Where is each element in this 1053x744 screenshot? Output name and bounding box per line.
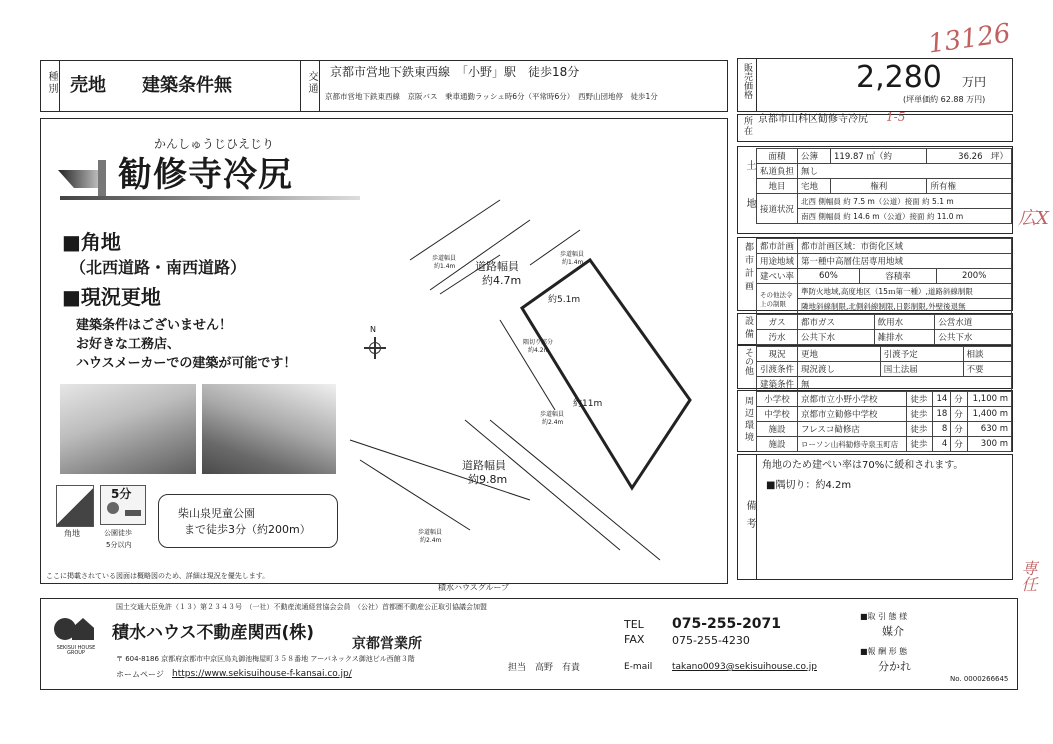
price-label: 販売価格 xyxy=(742,63,752,99)
env-row xyxy=(757,407,1012,422)
zone-value: 第一種中高層住居専用地域 xyxy=(798,254,1012,269)
env-place: 京都市立勧修中学校 xyxy=(798,407,907,422)
road-label-1: 道路幅員 xyxy=(475,260,519,273)
env-row xyxy=(757,437,1012,452)
zone-label: 用途地域 xyxy=(757,254,798,269)
document-number: No. 0000266645 xyxy=(950,675,1009,683)
compass-icon xyxy=(364,337,386,359)
handwritten-note-2: 専任 xyxy=(1019,560,1038,592)
site-map xyxy=(340,190,720,580)
corner-lot-icon xyxy=(56,485,94,527)
park-text-2: まで徒歩3分（約200m） xyxy=(184,523,311,536)
site-photo-2 xyxy=(202,384,336,474)
remarks-label: 備考 xyxy=(744,500,755,536)
park-icon xyxy=(100,485,146,525)
plan-row-value: 都市計画区域：市街化区域 xyxy=(798,239,1012,254)
build-cond-label: 建築条件 xyxy=(757,377,798,392)
env-min: 14 xyxy=(932,392,951,407)
remarks-block xyxy=(737,454,1013,580)
site-photo-1 xyxy=(60,384,196,474)
road-width-2: 約9.8m xyxy=(468,473,508,486)
email-label: E-mail xyxy=(624,662,653,672)
rights-label: 権利 xyxy=(831,179,927,194)
area-type: 公簿 xyxy=(798,149,831,164)
env-min: 18 xyxy=(932,407,951,422)
email-link[interactable]: takano0093@sekisuihouse.co.jp xyxy=(672,662,817,672)
park-text-1: 柴山泉児童公園 xyxy=(178,507,255,520)
type-label-cell xyxy=(40,60,60,112)
location-handwritten: 1-5 xyxy=(886,110,906,124)
far-label: 容積率 xyxy=(859,269,937,284)
facility-label: 設備 xyxy=(743,316,753,342)
corner-lot-icon-label: 角地 xyxy=(64,529,80,538)
env-label: 周辺環境 xyxy=(743,396,753,444)
fee-type-value: 分かれ xyxy=(878,660,911,673)
walk-minutes: 5分 xyxy=(111,487,132,501)
private-road-value: 無し xyxy=(798,164,1012,179)
env-unit: 分 xyxy=(951,422,967,437)
sidewalk-width-2: 約1.4m xyxy=(562,259,584,266)
env-kind: 施設 xyxy=(757,437,798,452)
company-address: 〒 604-8186 京都府京都市中京区烏丸御池梅屋町３５８番地 アーバネックス御池ビル西館３階 xyxy=(116,655,415,663)
private-road-label: 私道負担 xyxy=(757,164,798,179)
tsubo-price: (坪単価約 62.88 万円) xyxy=(903,95,986,104)
env-kind: 中学校 xyxy=(757,407,798,422)
remark-1: 角地のため建ぺい率は70%に緩和されます。 xyxy=(762,460,964,471)
park-icon-label-1: 公園徒歩 xyxy=(104,529,132,537)
company-name: 積水ハウス不動産関西(株) xyxy=(112,623,315,643)
fax-label: FAX xyxy=(624,633,645,646)
water-label: 飲用水 xyxy=(874,315,935,330)
drain-label: 雑排水 xyxy=(874,330,935,345)
dimension-11m: 約11m xyxy=(573,399,603,409)
copy-line-3: ハウスメーカーでの建築が可能です！ xyxy=(76,356,297,371)
area-tsubo: 36.26 坪） xyxy=(927,149,1012,164)
env-mode: 徒歩 xyxy=(907,422,932,437)
disclaimer: ここに掲載されている図面は概略図のため、詳細は現況を優先します。 xyxy=(46,572,270,580)
env-place: 京都市立小野小学校 xyxy=(798,392,907,407)
price-value: 2,280 xyxy=(856,60,942,95)
gas-label: ガス xyxy=(757,315,798,330)
road-width-1: 約4.7m xyxy=(482,274,522,287)
env-row xyxy=(757,392,1012,407)
park-icon-label-2: 5分以内 xyxy=(106,541,132,549)
bench-icon xyxy=(125,510,141,516)
misc-table xyxy=(756,346,1012,392)
type-label: 種別 xyxy=(46,71,57,95)
logo-text: SEKISUI HOUSE GROUP xyxy=(56,645,96,656)
env-min: 4 xyxy=(932,437,951,452)
other-law-label: その他法令上の制限 xyxy=(757,284,798,314)
road-label-2: 道路幅員 xyxy=(462,459,506,472)
status-value: 更地 xyxy=(798,347,881,362)
rights-value: 所有権 xyxy=(927,179,1012,194)
homepage-link[interactable]: https://www.sekisuihouse-f-kansai.co.jp/ xyxy=(172,669,352,679)
handwritten-number: 13126 xyxy=(926,18,1013,60)
chimoku-value: 宅地 xyxy=(798,179,831,194)
sewage-value: 公共下水 xyxy=(798,330,875,345)
tel-label: TEL xyxy=(624,618,644,631)
handover-label: 引渡予定 xyxy=(880,347,963,362)
env-kind: 小学校 xyxy=(757,392,798,407)
handover-value: 相談 xyxy=(963,347,1011,362)
access-label-cell xyxy=(300,60,320,112)
sidewalk-label-3: 歩道幅員 xyxy=(540,411,565,418)
corner-cut-width: 約4.2m xyxy=(528,347,550,354)
deal-type-label: ■取 引 態 様 xyxy=(860,612,908,621)
sidewalk-width-1: 約1.4m xyxy=(434,263,456,270)
facility-table xyxy=(756,314,1012,345)
env-place: ローソン山科勧修寺泉玉町店 xyxy=(798,437,907,452)
feature-corner-lot: ■角地 xyxy=(62,230,121,254)
plan-label: 都市計画 xyxy=(743,242,753,294)
homepage-label: ホームページ xyxy=(116,670,164,679)
tree-icon xyxy=(107,502,119,514)
corner-cut-label: 隅切り部分 xyxy=(523,339,554,346)
remark-2: ■隅切り：約4.2m xyxy=(766,480,852,491)
env-kind: 施設 xyxy=(757,422,798,437)
env-unit: 分 xyxy=(951,392,967,407)
feature-corner-roads: （北西道路・南西道路） xyxy=(70,258,247,277)
coverage-label: 建ぺい率 xyxy=(757,269,798,284)
landlaw-label: 国土法届 xyxy=(880,362,963,377)
coverage-value: 60% xyxy=(798,269,860,284)
land-label: 土地 xyxy=(744,160,755,236)
access-status-1: 北西 側幅員 約 7.5 m（公道）接面 約 5.1 m xyxy=(798,194,1012,209)
copy-line-2: お好きな工務店、 xyxy=(76,337,181,352)
road-line-8 xyxy=(490,420,660,560)
env-min: 8 xyxy=(932,422,951,437)
env-row xyxy=(757,422,1012,437)
chimoku-label: 地目 xyxy=(757,179,798,194)
other-law-2: 隣地斜線制限,北側斜線制限,日影制限,外壁後退無 xyxy=(798,299,1012,314)
area-label: 面積 xyxy=(757,149,798,164)
fax-number: 075-255-4230 xyxy=(672,634,750,647)
access-status-2: 南西 側幅員 約 14.6 m（公道）接面 約 11.0 m xyxy=(798,209,1012,224)
sidewalk-label-2: 歩道幅員 xyxy=(560,251,585,258)
tel-number[interactable]: 075-255-2071 xyxy=(672,616,782,632)
staff-name: 担当 高野 有貴 xyxy=(508,663,581,673)
access-status-label: 接道状況 xyxy=(757,194,798,224)
sewage-label: 汚水 xyxy=(757,330,798,345)
drain-value: 公共下水 xyxy=(935,330,1012,345)
title-reading: かんしゅうじひえじり xyxy=(154,137,275,151)
title-bar xyxy=(98,160,106,196)
land-table xyxy=(756,148,1012,224)
lot-edge-setback xyxy=(500,320,555,410)
water-value: 公営水道 xyxy=(935,315,1012,330)
env-place: フレスコ勧修店 xyxy=(798,422,907,437)
access-line-1: 京都市営地下鉄東西線 「小野」駅 徒歩18分 xyxy=(330,65,580,79)
price-unit: 万円 xyxy=(962,75,987,89)
other-law-1: 準防火地域,高度地区（15ｍ第一種）,道路斜線制限 xyxy=(798,284,1012,299)
deal-type-value: 媒介 xyxy=(882,625,904,638)
north-label: N xyxy=(370,325,376,334)
dimension-5-1m: 約5.1m xyxy=(548,295,581,305)
branch-name: 京都営業所 xyxy=(352,636,422,652)
access-label: 交通 xyxy=(306,71,317,95)
env-mode: 徒歩 xyxy=(907,437,932,452)
env-dist: 300 m xyxy=(967,437,1011,452)
env-dist: 630 m xyxy=(967,422,1011,437)
company-logo-icon xyxy=(54,614,98,644)
feature-vacant-land: ■現況更地 xyxy=(62,285,161,309)
handover-cond-label: 引渡条件 xyxy=(757,362,798,377)
price-label-cell xyxy=(737,58,757,112)
gas-value: 都市ガス xyxy=(798,315,875,330)
location-value: 京都市山科区勧修寺冷尻 xyxy=(758,114,868,125)
env-unit: 分 xyxy=(951,437,967,452)
group-name: 積水ハウスグループ xyxy=(438,583,510,592)
far-value: 200% xyxy=(937,269,1012,284)
area-m2: 119.87 ㎡（約 xyxy=(831,149,927,164)
env-dist: 1,400 m xyxy=(967,407,1011,422)
env-dist: 1,100 m xyxy=(967,392,1011,407)
title-underline xyxy=(60,196,360,200)
plan-row-label: 都市計画 xyxy=(757,239,798,254)
env-mode: 徒歩 xyxy=(907,392,932,407)
handwritten-note-1: 広X xyxy=(1018,208,1049,229)
landlaw-value: 不要 xyxy=(963,362,1011,377)
park-callout xyxy=(158,494,338,548)
access-line-2: 京都市営地下鉄東西線 京阪バス 乗車通勤ラッシュ時6分（平常時6分） 西野山団地停 徒歩1分 xyxy=(325,92,658,101)
misc-label: その他 xyxy=(743,348,753,375)
env-mode: 徒歩 xyxy=(907,407,932,422)
sidewalk-label-1: 歩道幅員 xyxy=(432,255,457,262)
plan-table xyxy=(756,238,1012,314)
sidewalk-width-4: 約2.4m xyxy=(420,537,442,544)
type-main: 売地 xyxy=(70,75,106,96)
copy-line-1: 建築条件はございません！ xyxy=(76,318,233,333)
status-label: 現況 xyxy=(757,347,798,362)
license-text: 国土交通大臣免許（１３）第２３４３号 （一社）不動産流通経営協会会員 （公社）首都圏不動産公正取引協議会加盟 xyxy=(116,603,487,611)
build-cond-value: 無 xyxy=(798,377,1012,392)
fee-type-label: ■報 酬 形 態 xyxy=(860,647,908,656)
road-line-6 xyxy=(360,460,470,530)
env-unit: 分 xyxy=(951,407,967,422)
sidewalk-label-4: 歩道幅員 xyxy=(418,529,443,536)
type-sub: 建築条件無 xyxy=(142,75,232,96)
property-title: 勧修寺冷尻 xyxy=(118,155,293,195)
location-label: 所在 xyxy=(742,116,752,136)
handover-cond-value: 現況渡し xyxy=(798,362,881,377)
env-table xyxy=(756,391,1012,452)
sidewalk-width-3: 約2.4m xyxy=(542,419,564,426)
